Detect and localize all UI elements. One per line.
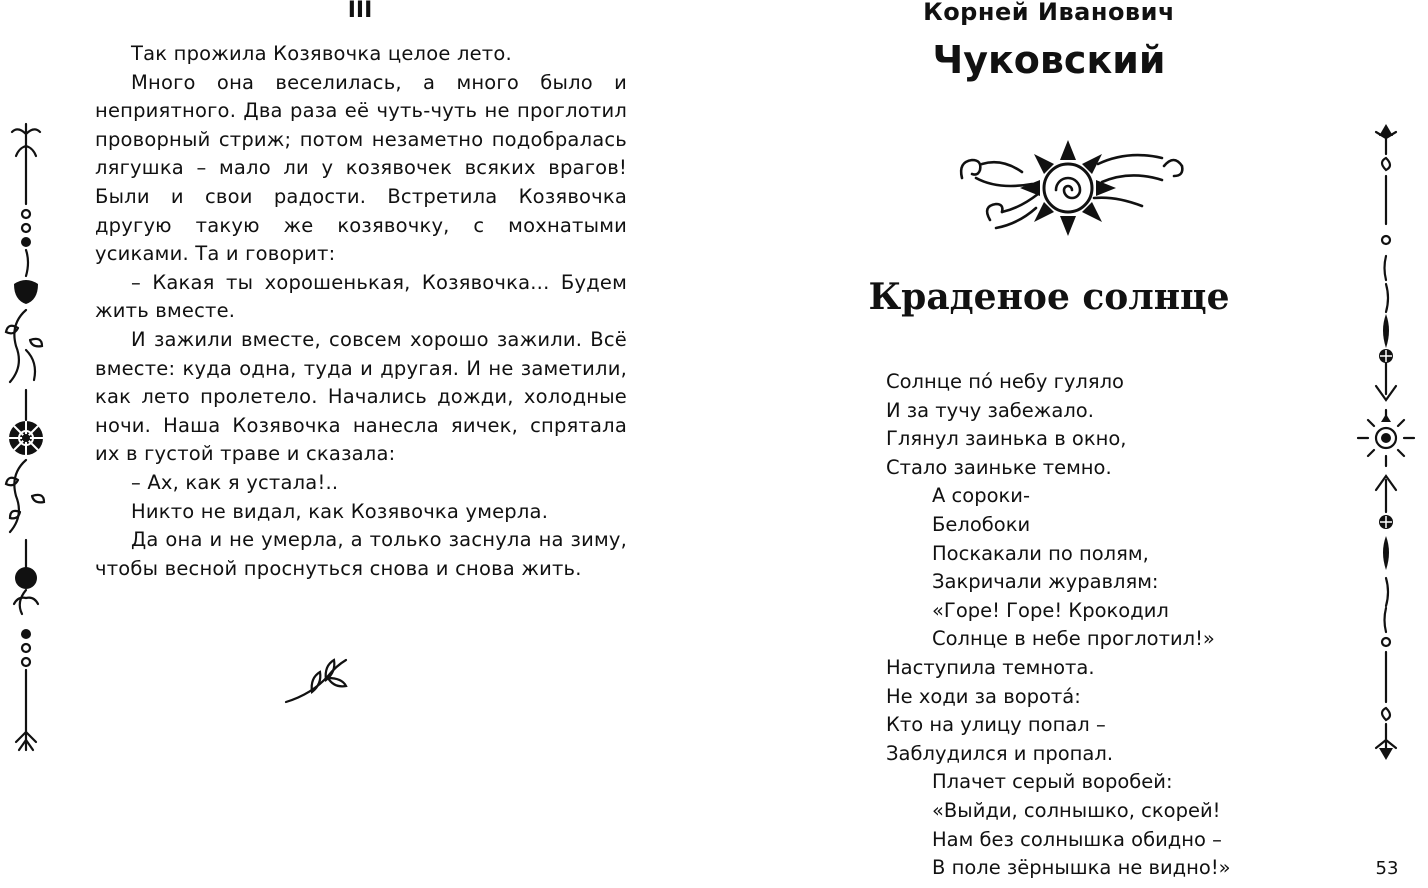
- paragraph: Много она веселилась, а много было и неприятного. Два раза её чуть-чуть не проглотил проворный стриж; потом незаметно подобралась лягушка – мало ли у козявочек всяких врагов! Были и свои радости. Встретила Козявочка другую такую же козявочку, с мохнатыми усиками. Та и говорит:: [95, 70, 627, 266]
- poem-line: В поле зёрнышка не видно!»: [932, 856, 1231, 880]
- chapter-number: III: [347, 0, 373, 23]
- right-page: [714, 0, 1428, 888]
- poem-line: Поскакали по полям,: [932, 541, 1149, 565]
- poem-line: «Выйди, солнышко, скорей!: [932, 798, 1221, 822]
- paragraph: – Ах, как я устала!..: [131, 470, 339, 494]
- poem-text: [886, 368, 1266, 883]
- author-first-name: Корней Иванович: [923, 0, 1175, 26]
- poem-line: А сороки-: [932, 484, 1030, 508]
- poem-line: Закричали журавлям:: [932, 570, 1159, 594]
- paragraph: И зажили вместе, совсем хорошо зажили. Всё вместе: куда одна, туда и другая. И не заметили, как лето пролетело. Начались дожди, холодные ночи. Наша Козявочка нанесла яичек, спрятала их в густой траве и сказала:: [95, 327, 627, 466]
- poem-line: Кто на улицу попал –: [886, 713, 1106, 737]
- paragraph: Никто не видал, как Козявочка умерла.: [131, 499, 549, 523]
- poem-line: Не ходи за ворота́:: [886, 684, 1081, 708]
- poem-line: Солнце в небе проглотил!»: [932, 627, 1215, 651]
- poem-line: Белобоки: [932, 512, 1031, 536]
- poem-line: Солнце пó небу гуляло: [886, 370, 1124, 393]
- paragraph: – Какая ты хорошенькая, Козявочка... Будем жить вместе.: [95, 270, 627, 323]
- poem-line: Заблудился и пропал.: [886, 741, 1114, 765]
- author-last-name: Чуковский: [932, 38, 1166, 82]
- floral-border-icon: [0, 120, 56, 760]
- paragraph: Да она и не умерла, а только заснула на зиму, чтобы весной проснуться снова и снова жить.: [95, 528, 627, 580]
- twig-icon: [282, 652, 354, 708]
- sun-icon: [956, 138, 1182, 242]
- page-number: 53: [1375, 858, 1399, 879]
- poem-title: Краденое солнце: [868, 276, 1230, 318]
- story-text: [95, 40, 627, 583]
- ornament-border-icon: [1358, 124, 1418, 764]
- poem-line: Глянул заинька в окно,: [886, 427, 1127, 451]
- poem-line: И за тучу забежало.: [886, 398, 1094, 422]
- poem-line: Стало заиньке темно.: [886, 455, 1112, 479]
- poem-line: Нам без солнышка обидно –: [932, 827, 1222, 851]
- poem-line: Плачет серый воробей:: [932, 770, 1173, 794]
- poem-line: «Горе! Горе! Крокодил: [932, 598, 1169, 622]
- paragraph: Так прожила Козявочка целое лето.: [131, 42, 512, 65]
- poem-line: Наступила темнота.: [886, 655, 1095, 679]
